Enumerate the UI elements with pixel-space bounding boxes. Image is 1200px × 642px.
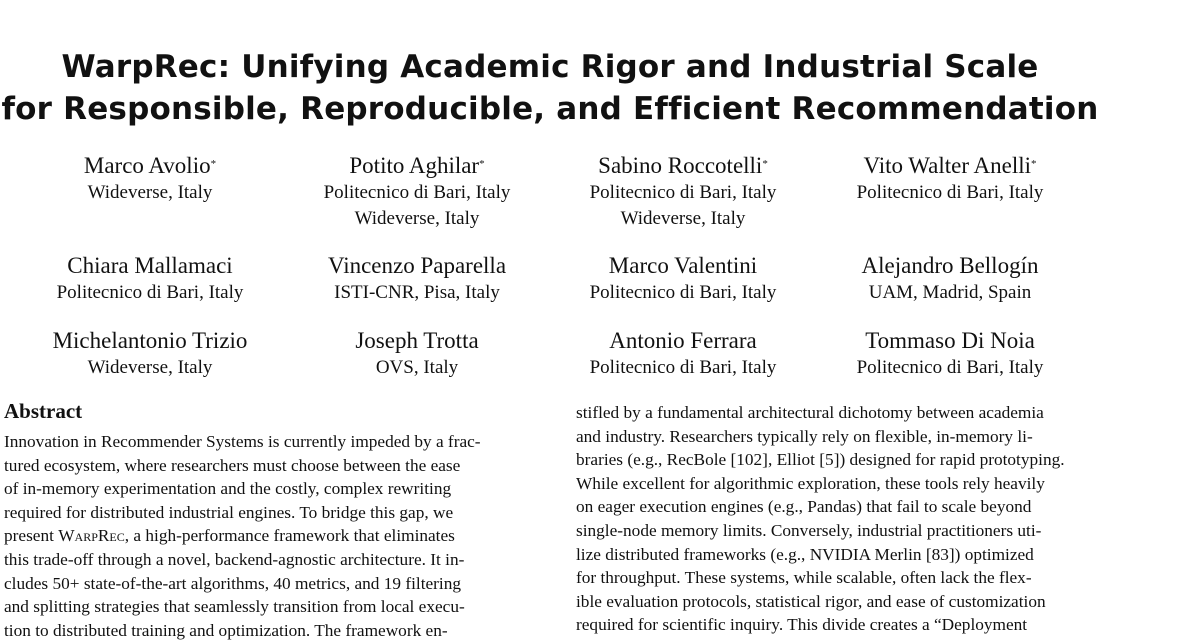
author-block <box>15 252 285 306</box>
author-block <box>548 327 818 381</box>
author-affiliation: OVS, Italy <box>375 357 459 378</box>
author-block <box>15 152 285 206</box>
author-block <box>815 152 1085 206</box>
author-block <box>282 327 552 381</box>
text-line: While excellent for algorithmic exploration, these tools rely heavily <box>576 473 1045 493</box>
title-line-1: WarpRec: Unifying Academic Rigor and Industrial Scale <box>61 49 1039 85</box>
text-line: cludes 50+ state-of-the-art algorithms, 40 metrics, and 19 filtering <box>4 573 462 593</box>
author-block <box>815 252 1085 306</box>
body-text-right-column <box>576 401 1106 637</box>
author-affiliation: Politecnico di Bari, Italy <box>589 182 777 203</box>
author-name-text: Sabino Roccotelli <box>598 153 763 178</box>
author-affiliation: Politecnico di Bari, Italy <box>856 357 1044 378</box>
author-affiliation: Wideverse, Italy <box>354 208 480 229</box>
text-line: required for distributed industrial engines. To bridge this gap, we <box>4 502 454 522</box>
author-block <box>15 327 285 381</box>
author-name: Vincenzo Paparella <box>327 253 507 278</box>
author-name: Joseph Trotta <box>355 328 479 353</box>
author-affiliation: Politecnico di Bari, Italy <box>589 282 777 303</box>
author-name <box>15 152 285 180</box>
text-line: of in-memory experimentation and the costly, complex rewriting <box>4 479 452 499</box>
abstract-text-left-column <box>4 430 534 642</box>
text-line: Innovation in Recommender Systems is currently impeded by a frac- <box>4 432 481 451</box>
author-affiliation: Politecnico di Bari, Italy <box>323 182 511 203</box>
author-block <box>548 152 818 232</box>
author-block <box>282 252 552 306</box>
author-name: Antonio Ferrara <box>609 328 757 353</box>
paper-title <box>0 46 1100 130</box>
author-name: Tommaso Di Noia <box>865 328 1035 353</box>
text-line: braries (e.g., RecBole [102], Elliot [5]) designed for rapid prototyping. <box>576 450 1065 470</box>
text-line: tured ecosystem, where researchers must choose between the ease <box>4 455 461 475</box>
author-affiliation: Wideverse, Italy <box>87 182 213 203</box>
text-line: and splitting strategies that seamlessly transition from local execu- <box>4 597 465 617</box>
text-line: required for scientific inquiry. This divide creates a “Deployment <box>576 615 1028 635</box>
author-affiliation: Politecnico di Bari, Italy <box>856 182 1044 203</box>
author-name-text: Marco Avolio <box>83 153 211 178</box>
author-name-text: Potito Aghilar <box>349 153 480 178</box>
author-mark: * <box>479 158 485 170</box>
text-line: this trade-off through a novel, backend-agnostic architecture. It in- <box>4 549 465 569</box>
text-line: stifled by a fundamental architectural dichotomy between academia <box>576 403 1044 422</box>
author-name-text: Vito Walter Anelli <box>863 153 1032 178</box>
text-line: for throughput. These systems, while scalable, often lack the flex- <box>576 568 1032 588</box>
author-affiliation: UAM, Madrid, Spain <box>868 282 1032 303</box>
author-affiliation: ISTI-CNR, Pisa, Italy <box>334 282 500 303</box>
text-line: on eager execution engines (e.g., Pandas) that fail to scale beyond <box>576 497 1032 517</box>
text-line: lize distributed frameworks (e.g., NVIDIA Merlin [83]) optimized <box>576 544 1034 564</box>
text-line: single-node memory limits. Conversely, industrial practitioners uti- <box>576 520 1042 540</box>
author-affiliation: Politecnico di Bari, Italy <box>589 357 777 378</box>
author-block <box>548 252 818 306</box>
author-name <box>548 152 818 180</box>
text-line: ible evaluation protocols, statistical rigor, and ease of customization <box>576 591 1046 611</box>
author-name: Chiara Mallamaci <box>67 253 233 278</box>
author-mark: * <box>210 158 217 170</box>
text-line: and industry. Researchers typically rely on flexible, in-memory li- <box>576 426 1033 446</box>
author-name: Michelantonio Trizio <box>52 328 248 353</box>
author-block <box>815 327 1085 381</box>
title-line-2: for Responsible, Reproducible, and Efficient Recommendation <box>1 91 1099 127</box>
framework-name: WarpRec <box>58 526 125 546</box>
author-affiliation: Wideverse, Italy <box>87 357 213 378</box>
author-name <box>815 152 1085 180</box>
text-line: present WarpRec, a high-performance framework that eliminates <box>4 526 455 546</box>
author-name: Alejandro Bellogín <box>861 253 1039 278</box>
author-affiliation: Wideverse, Italy <box>620 208 746 229</box>
author-mark: * <box>762 158 768 170</box>
author-affiliation: Politecnico di Bari, Italy <box>56 282 244 303</box>
author-name <box>282 152 552 180</box>
author-mark: * <box>1031 158 1037 170</box>
text-line: tion to distributed training and optimization. The framework en- <box>4 620 448 640</box>
abstract-heading: Abstract <box>4 399 83 423</box>
author-block <box>282 152 552 232</box>
author-name: Marco Valentini <box>608 253 758 278</box>
